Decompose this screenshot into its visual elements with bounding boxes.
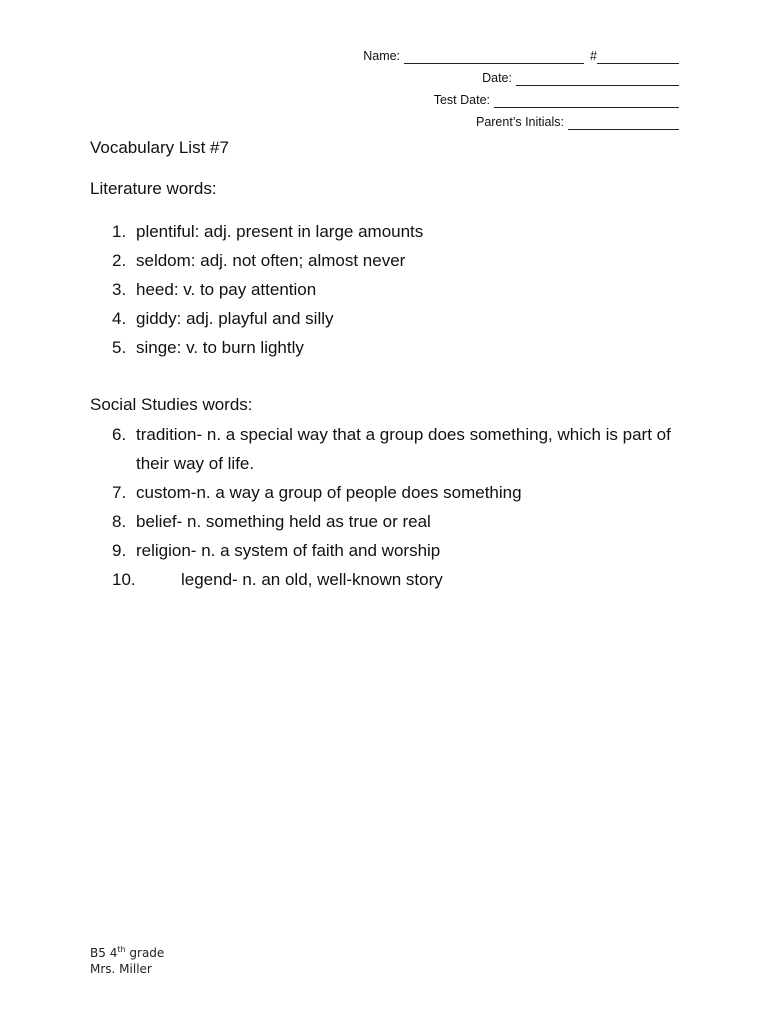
footer [90, 942, 164, 977]
parents-initials-blank[interactable] [568, 115, 679, 130]
literature-list [0, 217, 696, 362]
list-item [0, 246, 696, 275]
item-number: 6. [112, 425, 127, 444]
date-label: Date: [482, 71, 512, 85]
teacher-name: Mrs. Miller [90, 962, 152, 976]
test-date-label: Test Date: [433, 93, 490, 107]
test-date-blank[interactable] [494, 93, 679, 108]
list-item [0, 565, 741, 594]
item-number: 8. [112, 512, 127, 531]
item-number: 7. [112, 483, 127, 502]
grade-word: grade [129, 946, 165, 960]
item-number: 1. [112, 222, 127, 241]
item-text: religion- n. a system of faith and worship [136, 541, 441, 560]
item-text: heed: v. to pay attention [136, 280, 317, 299]
name-field-row [363, 48, 679, 64]
item-number: 3. [112, 280, 127, 299]
class-code: B5 [90, 946, 106, 960]
literature-heading: Literature words: [90, 179, 217, 198]
item-number: 5. [112, 338, 127, 357]
test-date-field-row [434, 92, 679, 108]
item-number: 4. [112, 309, 127, 328]
item-text: giddy: adj. playful and silly [136, 309, 334, 328]
item-text: belief- n. something held as true or real [136, 512, 431, 531]
list-item [0, 304, 696, 333]
item-text: custom-n. a way a group of people does something [136, 483, 522, 502]
item-text: plentiful: adj. present in large amounts [136, 222, 424, 241]
number-label: # [590, 49, 597, 63]
parents-initials-label: Parent’s Initials: [475, 115, 564, 129]
grade-number: 4 [109, 946, 118, 960]
parents-initials-field-row [476, 114, 679, 130]
social-studies-heading: Social Studies words: [90, 395, 253, 414]
list-item [0, 420, 741, 478]
number-blank[interactable] [597, 49, 679, 64]
list-item [0, 478, 741, 507]
item-text: legend- n. an old, well-known story [181, 570, 443, 589]
social-studies-list [0, 420, 741, 594]
name-blank[interactable] [404, 49, 584, 64]
item-number: 10. [112, 570, 136, 589]
list-item [0, 333, 696, 362]
list-item [0, 536, 741, 565]
class-grade-line [90, 942, 164, 961]
list-item [0, 507, 741, 536]
list-item [0, 275, 696, 304]
item-text: tradition- n. a special way that a group does something, which is part of their way of life. [136, 425, 671, 473]
item-number: 2. [112, 251, 127, 270]
list-item [0, 217, 696, 246]
item-number: 9. [112, 541, 127, 560]
name-label: Name: [363, 49, 401, 63]
page-title: Vocabulary List #7 [90, 138, 229, 157]
date-blank[interactable] [516, 71, 679, 86]
item-text: seldom: adj. not often; almost never [136, 251, 406, 270]
date-field-row [482, 70, 679, 86]
grade-suffix: th [117, 945, 126, 954]
item-text: singe: v. to burn lightly [136, 338, 304, 357]
